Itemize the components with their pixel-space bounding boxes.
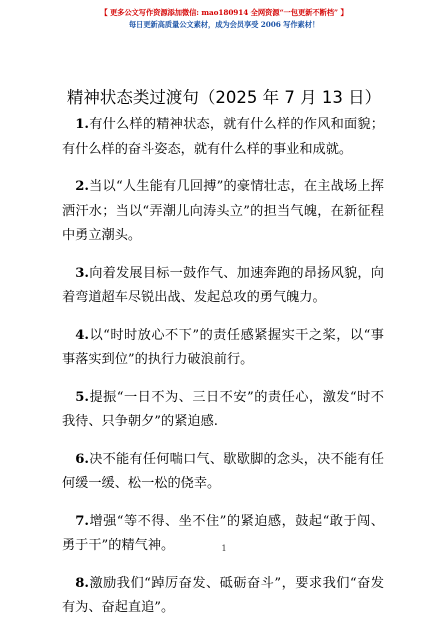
paragraph-text: 当以“人生能有几回搏”的豪情壮志，在主战场上挥洒汗水；当以“弄潮儿向涛头立”的担当气魄，在新征程中勇立潮头。: [62, 179, 384, 243]
paragraph-6: [62, 448, 384, 497]
paragraph-number: 2.: [75, 179, 89, 194]
promo-banner-line-2: 每日更新高质量公文素材，成为会员享受 2006 写作素材！: [128, 20, 320, 29]
paragraph-1: [62, 113, 384, 162]
paragraph-text: 决不能有任何喘口气、歇歇脚的念头，决不能有任何缓一缓、松一松的侥幸。: [62, 451, 384, 491]
paragraph-text: 有什么样的精神状态，就有什么样的作风和面貌；有什么样的奋斗姿态，就有什么样的事业和成就。: [62, 117, 384, 157]
paragraph-number: 6.: [75, 451, 89, 467]
paragraph-number: 1.: [75, 117, 89, 132]
paragraph-4: [62, 324, 384, 373]
paragraph-number: 7.: [75, 513, 89, 529]
paragraph-number: 4.: [75, 327, 89, 343]
document-title: 精神状态类过渡句（2025 年 7 月 13 日）: [66, 88, 382, 107]
paragraph-5: [62, 386, 384, 435]
paragraph-text: 增强“等不得、坐不住”的紧迫感，鼓起“敢于闯、勇于干”的精气神。: [62, 513, 384, 553]
paragraph-text: 激励我们“踔厉奋发、砥砺奋斗”，要求我们“奋发有为、奋起直追”。: [62, 575, 384, 615]
paragraph-text: 提振“一日不为、三日不安”的责任心，激发“时不我待、只争朝夕”的紧迫感.: [62, 389, 384, 429]
paragraph-text: 以“时时放心不下”的责任感紧握实干之桨，以“事事落实到位”的执行力破浪前行。: [62, 327, 384, 367]
paragraph-number: 3.: [75, 265, 89, 281]
paragraph-number: 5.: [75, 389, 89, 405]
paragraph-text: 向着发展目标一鼓作气、加速奔跑的昂扬风貌，向着弯道超车尽锐出战、发起总攻的勇气魄力。: [62, 265, 384, 305]
document-body: [62, 113, 384, 634]
paragraph-number: 8.: [75, 575, 89, 591]
paragraph-8: [62, 572, 384, 621]
paragraph-3: [62, 262, 384, 311]
paragraph-2: [62, 175, 384, 249]
promo-banner-line-1: 【 更多公文写作资源添加微信: mao180914 全网资源“一包更新不断档” 】: [100, 8, 348, 17]
page-number: 1: [221, 544, 227, 553]
